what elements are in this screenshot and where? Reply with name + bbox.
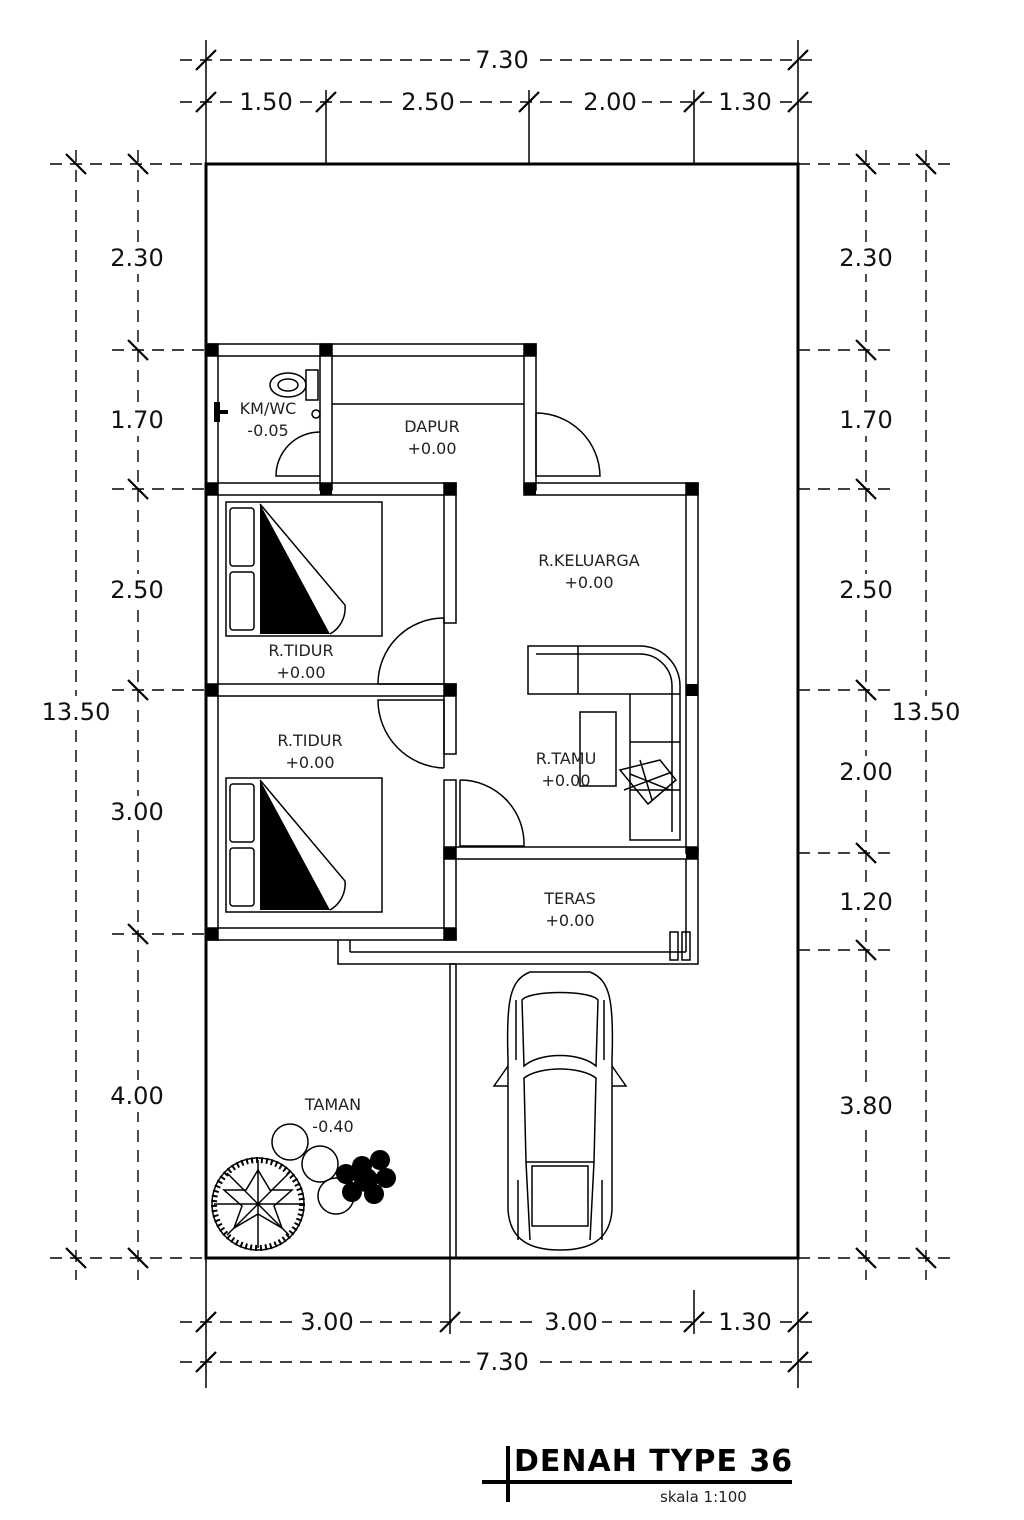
toilet-icon bbox=[270, 370, 318, 400]
top-dim-3: 2.00 bbox=[583, 88, 637, 116]
left-total-dim: 13.50 bbox=[41, 698, 111, 726]
right-dim-3: 2.50 bbox=[839, 576, 893, 604]
title-underline bbox=[482, 1480, 792, 1484]
bottom-dim-1: 3.00 bbox=[300, 1308, 354, 1336]
tidur2-label: R.TIDUR bbox=[277, 731, 343, 750]
left-dim-1: 2.30 bbox=[110, 244, 164, 272]
bottom-dimensions bbox=[180, 1258, 820, 1388]
right-dim-2: 1.70 bbox=[839, 406, 893, 434]
left-dim-3: 2.50 bbox=[110, 576, 164, 604]
bed-icon bbox=[226, 778, 382, 912]
title-block bbox=[482, 1444, 802, 1514]
house-walls bbox=[206, 344, 698, 1258]
left-dim-4: 3.00 bbox=[110, 798, 164, 826]
drawing-title: DENAH TYPE 36 bbox=[514, 1444, 794, 1479]
title-marker bbox=[506, 1446, 510, 1502]
left-dimensions bbox=[36, 150, 206, 1280]
top-dim-1: 1.50 bbox=[239, 88, 293, 116]
left-dim-5: 4.00 bbox=[110, 1082, 164, 1110]
top-dimensions bbox=[180, 40, 820, 165]
bottom-dim-2: 3.00 bbox=[544, 1308, 598, 1336]
lot-boundary bbox=[206, 164, 798, 1258]
garden-trees-icon bbox=[212, 1124, 396, 1250]
taman-level: -0.40 bbox=[312, 1117, 354, 1136]
keluarga-label: R.KELUARGA bbox=[538, 551, 640, 570]
kmwc-label: KM/WC bbox=[239, 399, 297, 418]
tidur1-label: R.TIDUR bbox=[268, 641, 334, 660]
top-dim-2: 2.50 bbox=[401, 88, 455, 116]
car-icon bbox=[494, 972, 626, 1250]
right-total-dim: 13.50 bbox=[891, 698, 961, 726]
taman-label: TAMAN bbox=[304, 1095, 362, 1114]
right-dim-6: 3.80 bbox=[839, 1092, 893, 1120]
sofa-icon bbox=[528, 646, 680, 840]
right-dimensions bbox=[798, 150, 968, 1280]
right-dim-1: 2.30 bbox=[839, 244, 893, 272]
right-dim-4: 2.00 bbox=[839, 758, 893, 786]
bottom-total-dim: 7.30 bbox=[475, 1348, 529, 1376]
tidur2-level: +0.00 bbox=[285, 753, 335, 772]
tidur1-level: +0.00 bbox=[276, 663, 326, 682]
tamu-label: R.TAMU bbox=[535, 749, 597, 768]
tamu-level: +0.00 bbox=[541, 771, 591, 790]
keluarga-level: +0.00 bbox=[564, 573, 614, 592]
top-total-dim: 7.30 bbox=[475, 46, 529, 74]
plant-icon bbox=[620, 760, 676, 804]
drawing-scale: skala 1:100 bbox=[660, 1488, 747, 1506]
right-dim-5: 1.20 bbox=[839, 888, 893, 916]
teras-label: TERAS bbox=[544, 889, 596, 908]
teras-level: +0.00 bbox=[545, 911, 595, 930]
bed-icon bbox=[226, 502, 382, 636]
kmwc-level: -0.05 bbox=[247, 421, 289, 440]
top-dim-4: 1.30 bbox=[718, 88, 772, 116]
left-dim-2: 1.70 bbox=[110, 406, 164, 434]
dapur-label: DAPUR bbox=[404, 417, 460, 436]
bottom-dim-3: 1.30 bbox=[718, 1308, 772, 1336]
dapur-level: +0.00 bbox=[407, 439, 457, 458]
